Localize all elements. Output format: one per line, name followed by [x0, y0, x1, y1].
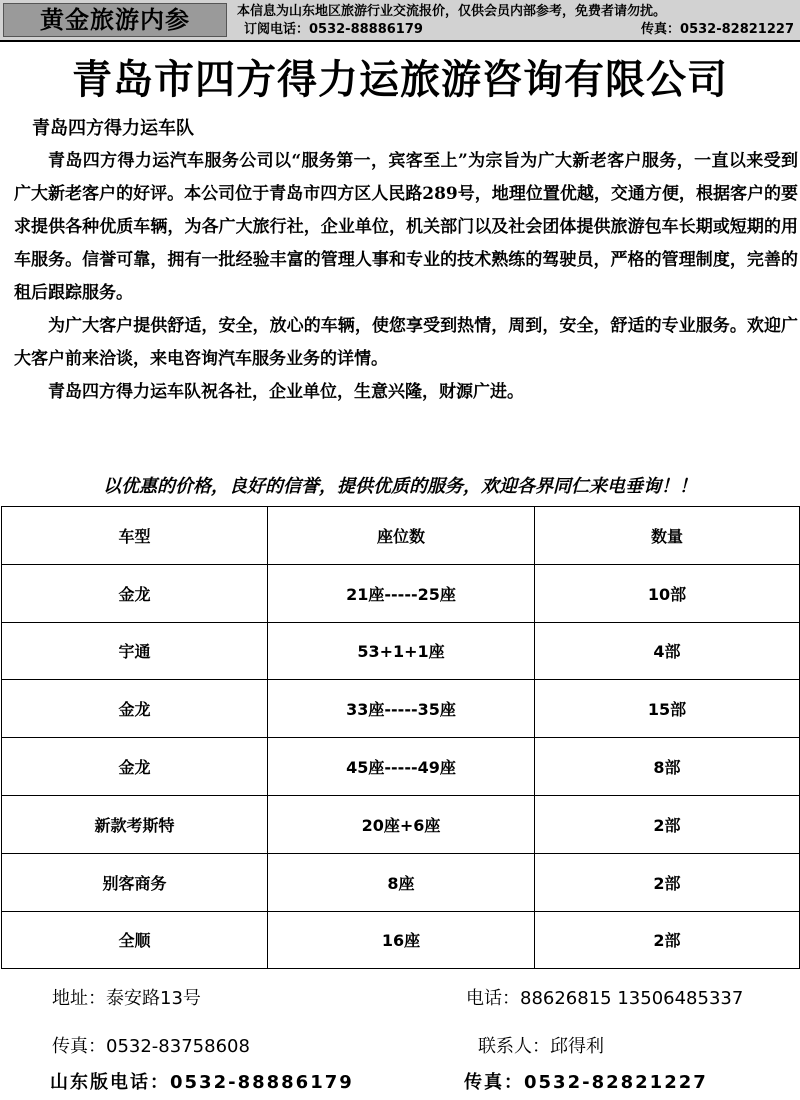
cell-seats: 16座 — [268, 911, 535, 969]
cell-vehicle-type: 宇通 — [2, 622, 268, 680]
cell-seats: 21座-----25座 — [268, 564, 535, 622]
header-seats: 座位数 — [268, 507, 535, 565]
table-row — [2, 911, 800, 969]
footer-contact-bar — [50, 1069, 770, 1097]
intro-paragraph-3: 青岛四方得力运车队祝各社，企业单位，生意兴隆，财源广进。 — [48, 382, 524, 402]
table-header-row — [2, 507, 800, 565]
header-quantity: 数量 — [535, 507, 800, 565]
footer-phone: 山东版电话：0532-88886179 — [50, 1072, 354, 1093]
cell-vehicle-type: 全顺 — [2, 911, 268, 969]
cell-vehicle-type: 金龙 — [2, 738, 268, 796]
cell-vehicle-type: 新款考斯特 — [2, 795, 268, 853]
banner-contact-line — [244, 21, 794, 38]
table-row — [2, 853, 800, 911]
contact-person: 联系人：邱得利 — [478, 1036, 604, 1057]
header-banner — [0, 0, 800, 42]
cell-seats: 20座+6座 — [268, 795, 535, 853]
table-row — [2, 564, 800, 622]
intro-paragraph-1: 青岛四方得力运汽车服务公司以“服务第一，宾客至上”为宗旨为广大新老客户服务，一直以来受到广大新老客户的好评。本公司位于青岛市四方区人民路289号，地理位置优越，交通方便，根据客户的要求提供各种优质车辆，为各广大旅行社，企业单位，机关部门以及社会团体提供旅游包车长期或短期的用车服务。信誉可靠，拥有一批经验丰富的管理人事和专业的技术熟练的驾驶员，严格的管理制度，完善的租后跟踪服务。 — [14, 151, 798, 303]
cell-quantity: 2部 — [535, 795, 800, 853]
table-row — [2, 795, 800, 853]
table-row — [2, 622, 800, 680]
cell-seats: 8座 — [268, 853, 535, 911]
contact-fax: 传真：0532-83758608 — [52, 1036, 250, 1057]
banner-subscribe-phone: 订阅电话：0532-88886179 — [244, 22, 423, 37]
fleet-subtitle: 青岛四方得力运车队 — [32, 118, 194, 139]
company-title: 青岛市四方得力运旅游咨询有限公司 — [72, 56, 728, 103]
cell-vehicle-type: 别客商务 — [2, 853, 268, 911]
cell-seats: 53+1+1座 — [268, 622, 535, 680]
contact-phone: 电话：88626815 13506485337 — [466, 988, 744, 1009]
contact-address: 地址：泰安路13号 — [52, 988, 201, 1009]
cell-quantity: 4部 — [535, 622, 800, 680]
cell-quantity: 10部 — [535, 564, 800, 622]
cell-quantity: 2部 — [535, 911, 800, 969]
cell-vehicle-type: 金龙 — [2, 564, 268, 622]
banner-notice: 本信息为山东地区旅游行业交流报价，仅供会员内部参考，免费者请勿扰。 — [237, 4, 667, 19]
intro-body — [14, 145, 798, 409]
intro-paragraph-2: 为广大客户提供舒适，安全，放心的车辆，使您享受到热情，周到，安全，舒适的专业服务。欢迎广大客户前来洽谈，来电咨询汽车服务业务的详情。 — [14, 316, 798, 369]
table-row — [2, 738, 800, 796]
cell-seats: 33座-----35座 — [268, 680, 535, 738]
banner-fax: 传真：0532-82821227 — [641, 22, 794, 37]
cell-quantity: 15部 — [535, 680, 800, 738]
cell-vehicle-type: 金龙 — [2, 680, 268, 738]
cell-seats: 45座-----49座 — [268, 738, 535, 796]
brand-logo: 黄金旅游内参 — [3, 3, 227, 37]
header-vehicle-type: 车型 — [2, 507, 268, 565]
footer-fax: 传真：0532-82821227 — [464, 1072, 708, 1093]
table-row — [2, 680, 800, 738]
vehicle-table — [1, 506, 800, 969]
promo-slogan: 以优惠的价格，良好的信誉，提供优质的服务，欢迎各界同仁来电垂询！！ — [103, 476, 697, 497]
cell-quantity: 2部 — [535, 853, 800, 911]
cell-quantity: 8部 — [535, 738, 800, 796]
